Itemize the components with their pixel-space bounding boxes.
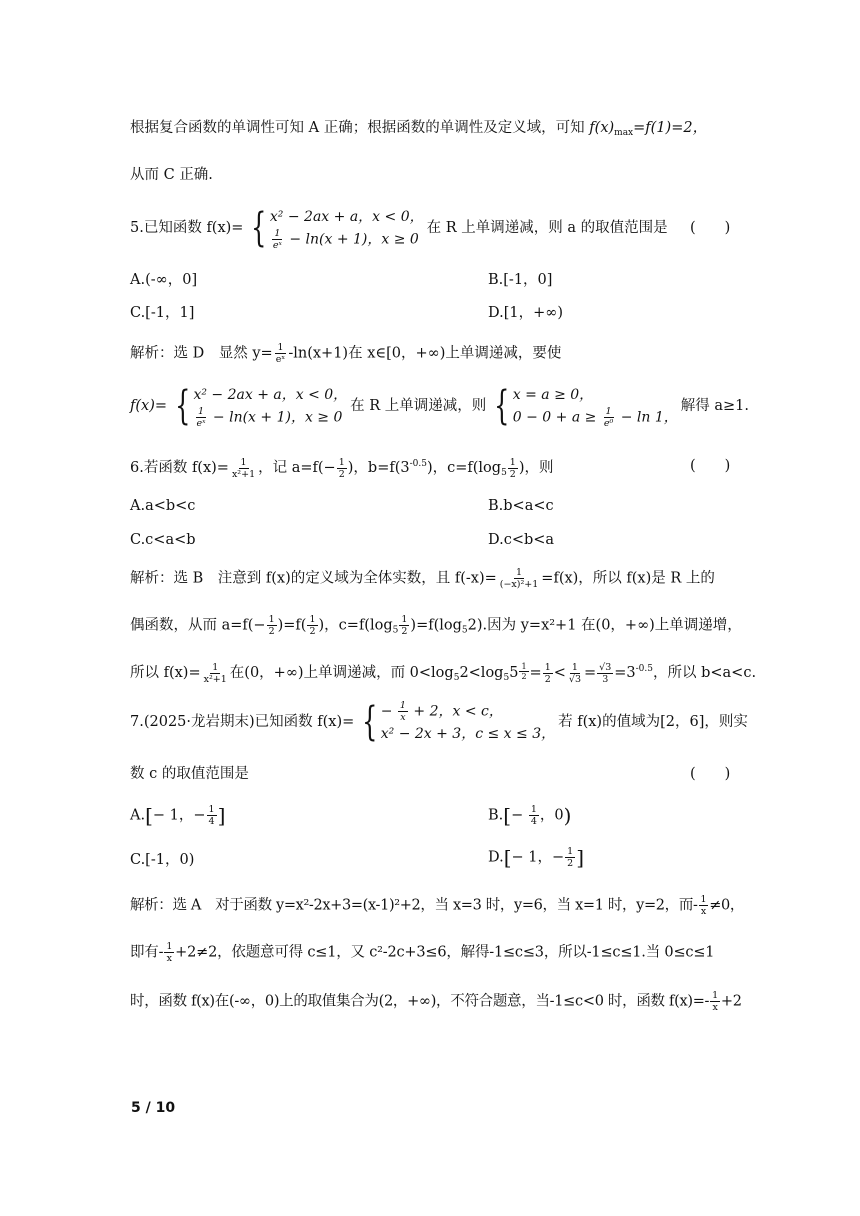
q6-solution-line-2: 偶函数，从而 a=f(− $\frac{1}{2}$ )=f( $\frac{1}{2}$ )，$c=f(\log_5$ $\frac{1}{2}$ )$=f(\log_52)$.因为 y=x²+1 在(0，+∞)上单调递增， (130, 614, 742, 637)
q7-stem: 7.(2025·龙岩期末)已知函数 f(x)= { − $\frac{1}{x}$ + 2，x < c， x² − 2x + 3，c ≤ x ≤ 3， 若 f(x)的值域为[2，6]，则实 (130, 699, 748, 745)
q6-answer-paren: ( ) (690, 458, 731, 474)
q6-option-d: D.c<b<a (488, 532, 555, 548)
q7-solution-line-2: 即有- $\frac{1}{x}$ +2≠2，依题意可得 c≤1，又 c²-2c+3≤6，解得-1≤c≤3，所以-1≤c≤1.当 0≤c≤1 (130, 941, 715, 964)
q7-piecewise: { − $\frac{1}{x}$ + 2，x < c， x² − 2x + 3，c ≤ x ≤ 3， (362, 699, 556, 745)
q7-option-c: C.[-1，0) (130, 852, 195, 868)
q5-option-b: B.[-1，0] (488, 272, 553, 288)
q5-answer-paren: ( ) (690, 220, 731, 236)
q7-answer-paren: ( ) (690, 766, 731, 782)
q6-solution-line-1: 解析：选 B 注意到 f(x)的定义域为全体实数，且 f(-x)= $\frac{1}{\text{(−x)²+1}}$ =f(x)，所以 f(x)是 R 上的 (130, 567, 715, 590)
q5-solution-line-2: f(x)= { x² − 2ax + a，x < 0， $\frac{1}{\text{eˣ}}$ − ln(x + 1)，x ≥ 0 在 R 上单调递减，则 { x = a ≥ 0， 0 − 0 + a ≥ $\frac{1}{\text{e⁰}}$ − ln 1， 解得 a≥1. (130, 383, 749, 429)
q7-option-a: A.[− 1，− $\frac{1}{4}$ ] (130, 803, 226, 828)
q6-stem: 6.若函数 f(x)= $\frac{1}{\text{x²+1}}$ ，记 a=f(− $\frac{1}{2}$ )，$b=f(3^{-0.5})$，$c=f(\log_5$ $\frac{1}{2}$ )，则 (130, 456, 554, 480)
q5-solution-line-1: 解析：选 D 显然 y= $\frac{1}{\text{eˣ}}$ -ln(x+1)在 x∈[0，+∞)上单调递减，要使 (130, 342, 562, 365)
q6-option-a: A.a<b<c (130, 498, 196, 514)
q7-option-b: B.[− $\frac{1}{4}$ ，0) (488, 803, 572, 828)
q5-option-a: A.(-∞，0] (130, 272, 198, 288)
q7-solution-line-1: 解析：选 A 对于函数 y=x²-2x+3=(x-1)²+2，当 x=3 时，y=6，当 x=1 时，y=2，而- $\frac{1}{x}$ ≠0， (130, 894, 745, 917)
page-number: 5 / 10 (131, 1100, 176, 1116)
q5-option-c: C.[-1，1] (130, 305, 195, 321)
q7-stem-line-2: 数 c 的取值范围是 (130, 766, 249, 782)
q5-option-d: D.[1，+∞) (488, 305, 563, 321)
intro-line-2: 从而 C 正确. (130, 167, 213, 183)
intro-line-1: 根据复合函数的单调性可知 A 正确；根据函数的单调性及定义域，可知 $f(x)_{max}=f(1)=2$， (130, 120, 708, 138)
q6-option-c: C.c<a<b (130, 532, 196, 548)
q7-option-d: D.[− 1，− $\frac{1}{2}$ ] (488, 845, 585, 870)
q5-piecewise: { x² − 2ax + a，x < 0， $\frac{1}{\text{eˣ}}$ − ln(x + 1)，x ≥ 0 (251, 205, 424, 251)
q6-solution-line-3: 所以 f(x)= $\frac{1}{\text{x²+1}}$ 在(0，+∞)上单调递减，而 $0<\log_52<\log_55$ $\frac{1}{2}$ = $\frac{1}{2}$ < $\frac{1}{√3}$ = $\frac{√3}{3}$ $=3^{-0.5}$，所以 b<a<c. (130, 661, 757, 685)
q7-solution-line-3: 时，函数 f(x)在(-∞，0)上的取值集合为(2，+∞)，不符合题意，当-1≤c<0 时，函数 f(x)=- $\frac{1}{x}$ +2 (130, 990, 742, 1013)
q5-stem: 5.已知函数 f(x)= { x² − 2ax + a，x < 0， $\frac{1}{\text{eˣ}}$ − ln(x + 1)，x ≥ 0 在 R 上单调递减，则 a 的取值范围是 (130, 205, 668, 251)
q6-option-b: B.b<a<c (488, 498, 554, 514)
